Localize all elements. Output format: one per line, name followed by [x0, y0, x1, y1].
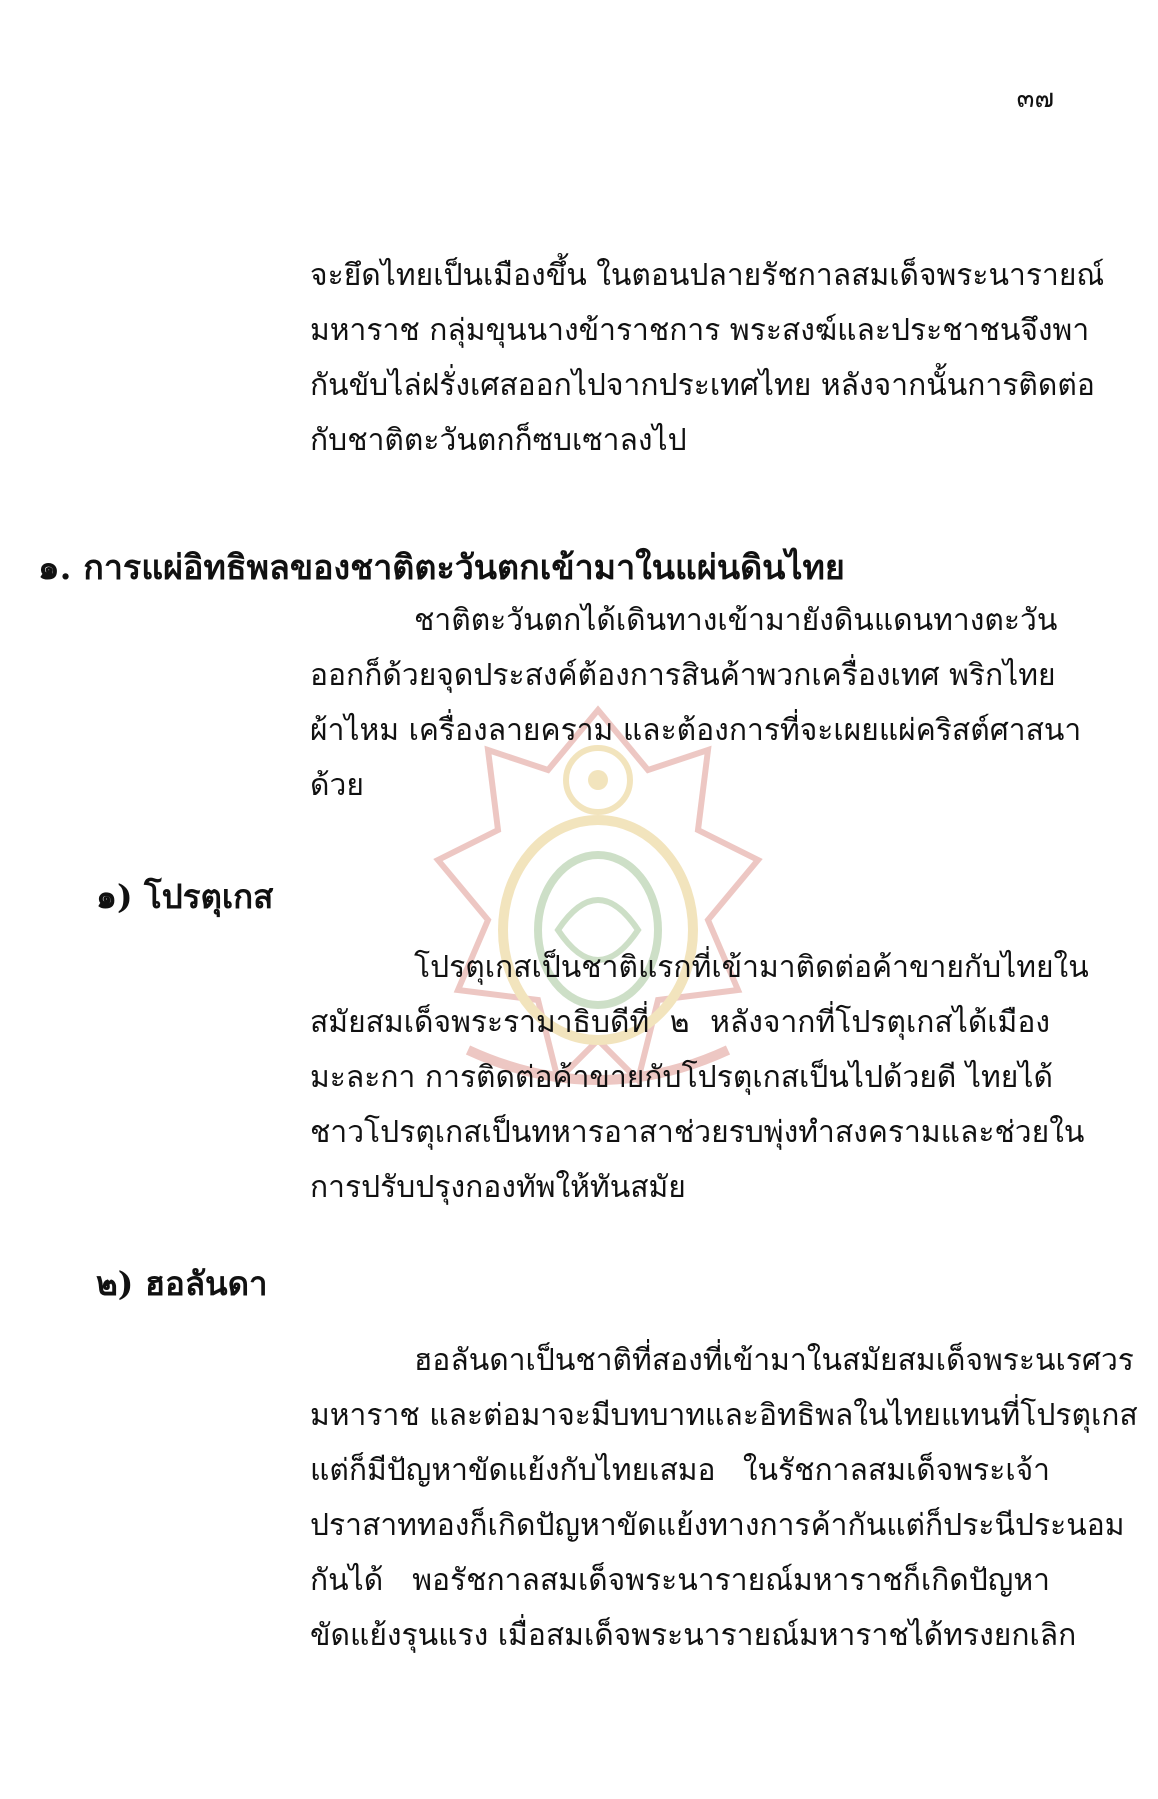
text-line: ด้วย [310, 768, 364, 803]
text-line: จะยึดไทยเป็นเมืองขึ้น ในตอนปลายรัชกาลสมเด็จพระนารายณ์ [310, 258, 1105, 293]
text-line: กับชาติตะวันตกก็ซบเซาลงไป [310, 423, 687, 458]
text-line: ปราสาททองก็เกิดปัญหาขัดแย้งทางการค้ากันแต่ก็ประนีประนอม [310, 1508, 1125, 1543]
section1-paragraph [310, 593, 1082, 813]
text-line: การปรับปรุงกองทัพให้ทันสมัย [310, 1170, 686, 1205]
text-line: มะละกา การติดต่อค้าขายกับโปรตุเกสเป็นไปด้วยดี ไทยได้ [310, 1060, 1053, 1095]
text-line: ขัดแย้งรุนแรง เมื่อสมเด็จพระนารายณ์มหาราชได้ทรงยกเลิก [310, 1618, 1077, 1653]
text-line: กันได้ พอรัชกาลสมเด็จพระนารายณ์มหาราชก็เกิดปัญหา [310, 1563, 1050, 1598]
text-line: สมัยสมเด็จพระรามาธิบดีที่ ๒ หลังจากที่โปรตุเกสได้เมือง [310, 1005, 1050, 1040]
text-line: มหาราช และต่อมาจะมีบทบาทและอิทธิพลในไทยแทนที่โปรตุเกส [310, 1398, 1138, 1433]
subsection-heading-holland: ๒) ฮอลันดา [96, 1264, 268, 1303]
text-line: ผ้าไหม เครื่องลายคราม และต้องการที่จะเผยแผ่คริสต์ศาสนา [310, 713, 1082, 748]
section-heading: ๑. การแผ่อิทธิพลของชาติตะวันตกเข้ามาในแผ่นดินไทย [38, 548, 845, 588]
text-line: โปรตุเกสเป็นชาติแรกที่เข้ามาติดต่อค้าขายกับไทยใน [414, 950, 1089, 985]
page-number: ๓๗ [1016, 84, 1054, 114]
text-line: ออกก็ด้วยจุดประสงค์ต้องการสินค้าพวกเครื่องเทศ พริกไทย [310, 658, 1056, 693]
portugal-paragraph [310, 940, 1089, 1215]
subsection-heading-portugal: ๑) โปรตุเกส [96, 877, 274, 916]
holland-paragraph [310, 1333, 1138, 1663]
text-line: กันขับไล่ฝรั่งเศสออกไปจากประเทศไทย หลังจากนั้นการติดต่อ [310, 368, 1095, 403]
text-line: แต่ก็มีปัญหาขัดแย้งกับไทยเสมอ ในรัชกาลสมเด็จพระเจ้า [310, 1453, 1050, 1488]
intro-paragraph [310, 248, 1105, 468]
text-line: ชาวโปรตุเกสเป็นทหารอาสาช่วยรบพุ่งทำสงครามและช่วยใน [310, 1115, 1085, 1150]
text-line: ชาติตะวันตกได้เดินทางเข้ามายังดินแดนทางตะวัน [414, 603, 1058, 638]
text-line: ฮอลันดาเป็นชาติที่สองที่เข้ามาในสมัยสมเด็จพระนเรศวร [414, 1343, 1134, 1378]
text-line: มหาราช กลุ่มขุนนางข้าราชการ พระสงฆ์และประชาชนจึงพา [310, 313, 1090, 348]
